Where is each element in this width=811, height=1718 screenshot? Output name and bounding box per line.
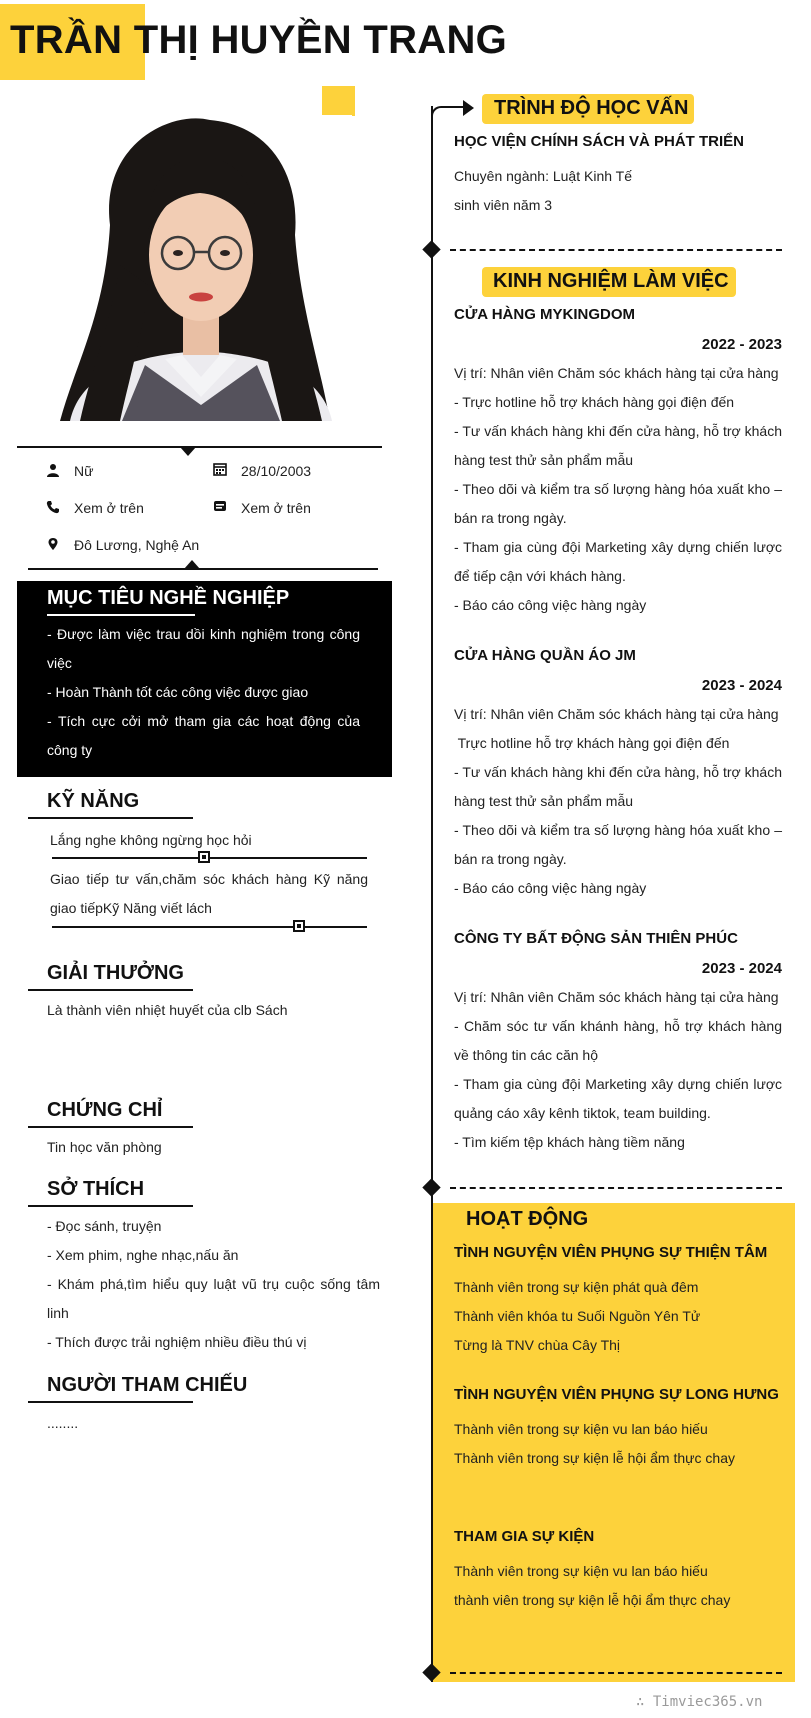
objective-line: - Được làm việc trau dồi kinh nghiệm trong công việc [47,626,360,671]
skill-label: Giao tiếp tư vấn,chăm sóc khách hàng Kỹ năng giao tiếpKỹ Năng viết lách [50,871,368,916]
job-line: - Báo cáo công việc hàng ngày [454,597,647,613]
job-line: - Theo dõi và kiểm tra số lượng hàng hóa xuất kho – bán ra trong ngày. [454,822,782,867]
job-date: 2022 - 2023 [701,336,782,353]
contact-top-pointer [180,447,196,456]
job-date: 2023 - 2024 [701,677,782,694]
timeline-arrow-head [463,100,474,116]
education-major: Chuyên ngành: Luật Kinh Tế [454,168,632,184]
certificates-title: CHỨNG CHỈ [47,1099,163,1121]
hobby-line: - Khám phá,tìm hiểu quy luật vũ trụ cuộc sống tâm linh [47,1276,380,1321]
awards-title: GIẢI THƯỞNG [47,962,184,984]
hobbies-title: SỞ THÍCH [47,1178,145,1200]
decor-square [322,86,355,116]
activity-line: Thành viên trong sự kiện vu lan báo hiếu [454,1563,708,1579]
education-school: HỌC VIỆN CHÍNH SÁCH VÀ PHÁT TRIỂN [454,133,745,150]
activity-org: TÌNH NGUYỆN VIÊN PHỤNG SỰ THIỆN TÂM [454,1244,768,1261]
activity-line: Thành viên trong sự kiện vu lan báo hiếu [454,1421,708,1437]
references-text: ........ [47,1415,79,1431]
job-line: - Tư vấn khách hàng khi đến cửa hàng, hỗ trợ khách hàng test thử sản phẩm mẫu [454,764,782,809]
contact-top-rule [17,446,382,448]
skill-label: Lắng nghe không ngừng học hỏi [50,832,252,848]
activity-line: Từng là TNV chùa Cây Thị [454,1337,621,1353]
skills-rule [28,817,193,819]
certificates-rule [28,1126,193,1128]
references-rule [28,1401,193,1403]
objective-line: - Tích cực cởi mở tham gia các hoạt động của công ty [47,713,360,758]
contact-bottom-rule [28,568,378,570]
education-year: sinh viên năm 3 [454,197,553,213]
skill-level-knob [293,920,305,932]
section-divider [450,1672,782,1674]
email-value: Xem ở trên [241,500,311,516]
hobby-line: - Xem phim, nghe nhạc,nấu ăn [47,1247,239,1263]
awards-rule [28,989,193,991]
hobby-line: - Thích được trải nghiệm nhiều điều thú vị [47,1334,307,1350]
activity-line: thành viên trong sự kiện lễ hội ẩm thực chay [454,1592,731,1608]
skill-track [52,926,367,928]
job-line: - Trực hotline hỗ trợ khách hàng gọi điện đến [454,394,735,410]
section-divider [450,249,782,251]
phone-value: Xem ở trên [74,500,144,516]
timeline-line [431,106,433,1682]
address-value: Đô Lương, Nghệ An [74,537,200,553]
certificates-text: Tin học văn phòng [47,1139,162,1155]
objective-line: - Hoàn Thành tốt các công việc được giao [47,684,309,700]
career-objective-title: MỤC TIÊU NGHỀ NGHIỆP [47,587,290,609]
job-org: CỬA HÀNG QUẦN ÁO JM [454,647,636,664]
phone-icon [46,500,60,514]
job-line: - Tìm kiếm tệp khách hàng tiềm năng [454,1134,685,1150]
timeline-marker [422,1178,440,1196]
profile-photo [50,115,352,421]
awards-text: Là thành viên nhiệt huyết của clb Sách [47,1002,288,1018]
education-title: TRÌNH ĐỘ HỌC VẤN [494,97,689,119]
job-line: Trực hotline hỗ trợ khách hàng gọi điện đến [454,735,730,751]
activity-line: Thành viên trong sự kiện phát quà đêm [454,1279,699,1295]
job-org: CÔNG TY BẤT ĐỘNG SẢN THIÊN PHÚC [454,930,738,947]
job-line: Vị trí: Nhân viên Chăm sóc khách hàng tại cửa hàng [454,365,779,381]
timeline-marker [422,240,440,258]
skill-level-knob [198,851,210,863]
birthday-value: 28/10/2003 [241,463,312,479]
candidate-name: TRẦN THỊ HUYỀN TRANG [10,18,508,62]
activities-title: HOẠT ĐỘNG [466,1208,589,1230]
references-title: NGƯỜI THAM CHIẾU [47,1374,248,1396]
job-line: - Theo dõi và kiểm tra số lượng hàng hóa xuất kho – bán ra trong ngày. [454,481,782,526]
job-org: CỬA HÀNG MYKINGDOM [454,306,636,323]
gender-value: Nữ [74,463,94,479]
person-icon [46,463,60,477]
hobbies-rule [28,1205,193,1207]
activity-org: TÌNH NGUYỆN VIÊN PHỤNG SỰ LONG HƯNG [454,1386,779,1403]
job-line: - Báo cáo công việc hàng ngày [454,880,647,896]
job-line: - Tư vấn khách hàng khi đến cửa hàng, hỗ trợ khách hàng test thử sản phẩm mẫu [454,423,782,468]
career-objective-rule [47,614,195,616]
job-line: - Chăm sóc tư vấn khánh hàng, hỗ trợ khách hàng về thông tin các căn hộ [454,1018,782,1063]
experience-title: KINH NGHIỆM LÀM VIỆC [493,270,729,292]
job-date: 2023 - 2024 [701,960,782,977]
activity-line: Thành viên trong sự kiện lễ hội ẩm thực chay [454,1450,735,1466]
location-pin-icon [46,537,60,551]
timeline-arrow [431,106,465,120]
job-line: - Tham gia cùng đội Marketing xây dựng chiến lược để tiếp cận với khách hàng. [454,539,782,584]
skills-title: KỸ NĂNG [47,790,140,812]
activity-org: THAM GIA SỰ KIỆN [454,1528,595,1545]
section-divider [450,1187,782,1189]
calendar-icon [213,462,227,476]
email-icon [213,499,227,513]
watermark-text: ∴ Timviec365.vn [636,1694,763,1710]
activity-line: Thành viên khóa tu Suối Nguồn Yên Tử [454,1308,701,1324]
job-line: Vị trí: Nhân viên Chăm sóc khách hàng tại cửa hàng [454,706,779,722]
job-line: Vị trí: Nhân viên Chăm sóc khách hàng tại cửa hàng [454,989,779,1005]
hobby-line: - Đọc sánh, truyện [47,1218,162,1234]
job-line: - Tham gia cùng đội Marketing xây dựng chiến lược quảng cáo xây kênh tiktok, team building. [454,1076,782,1121]
